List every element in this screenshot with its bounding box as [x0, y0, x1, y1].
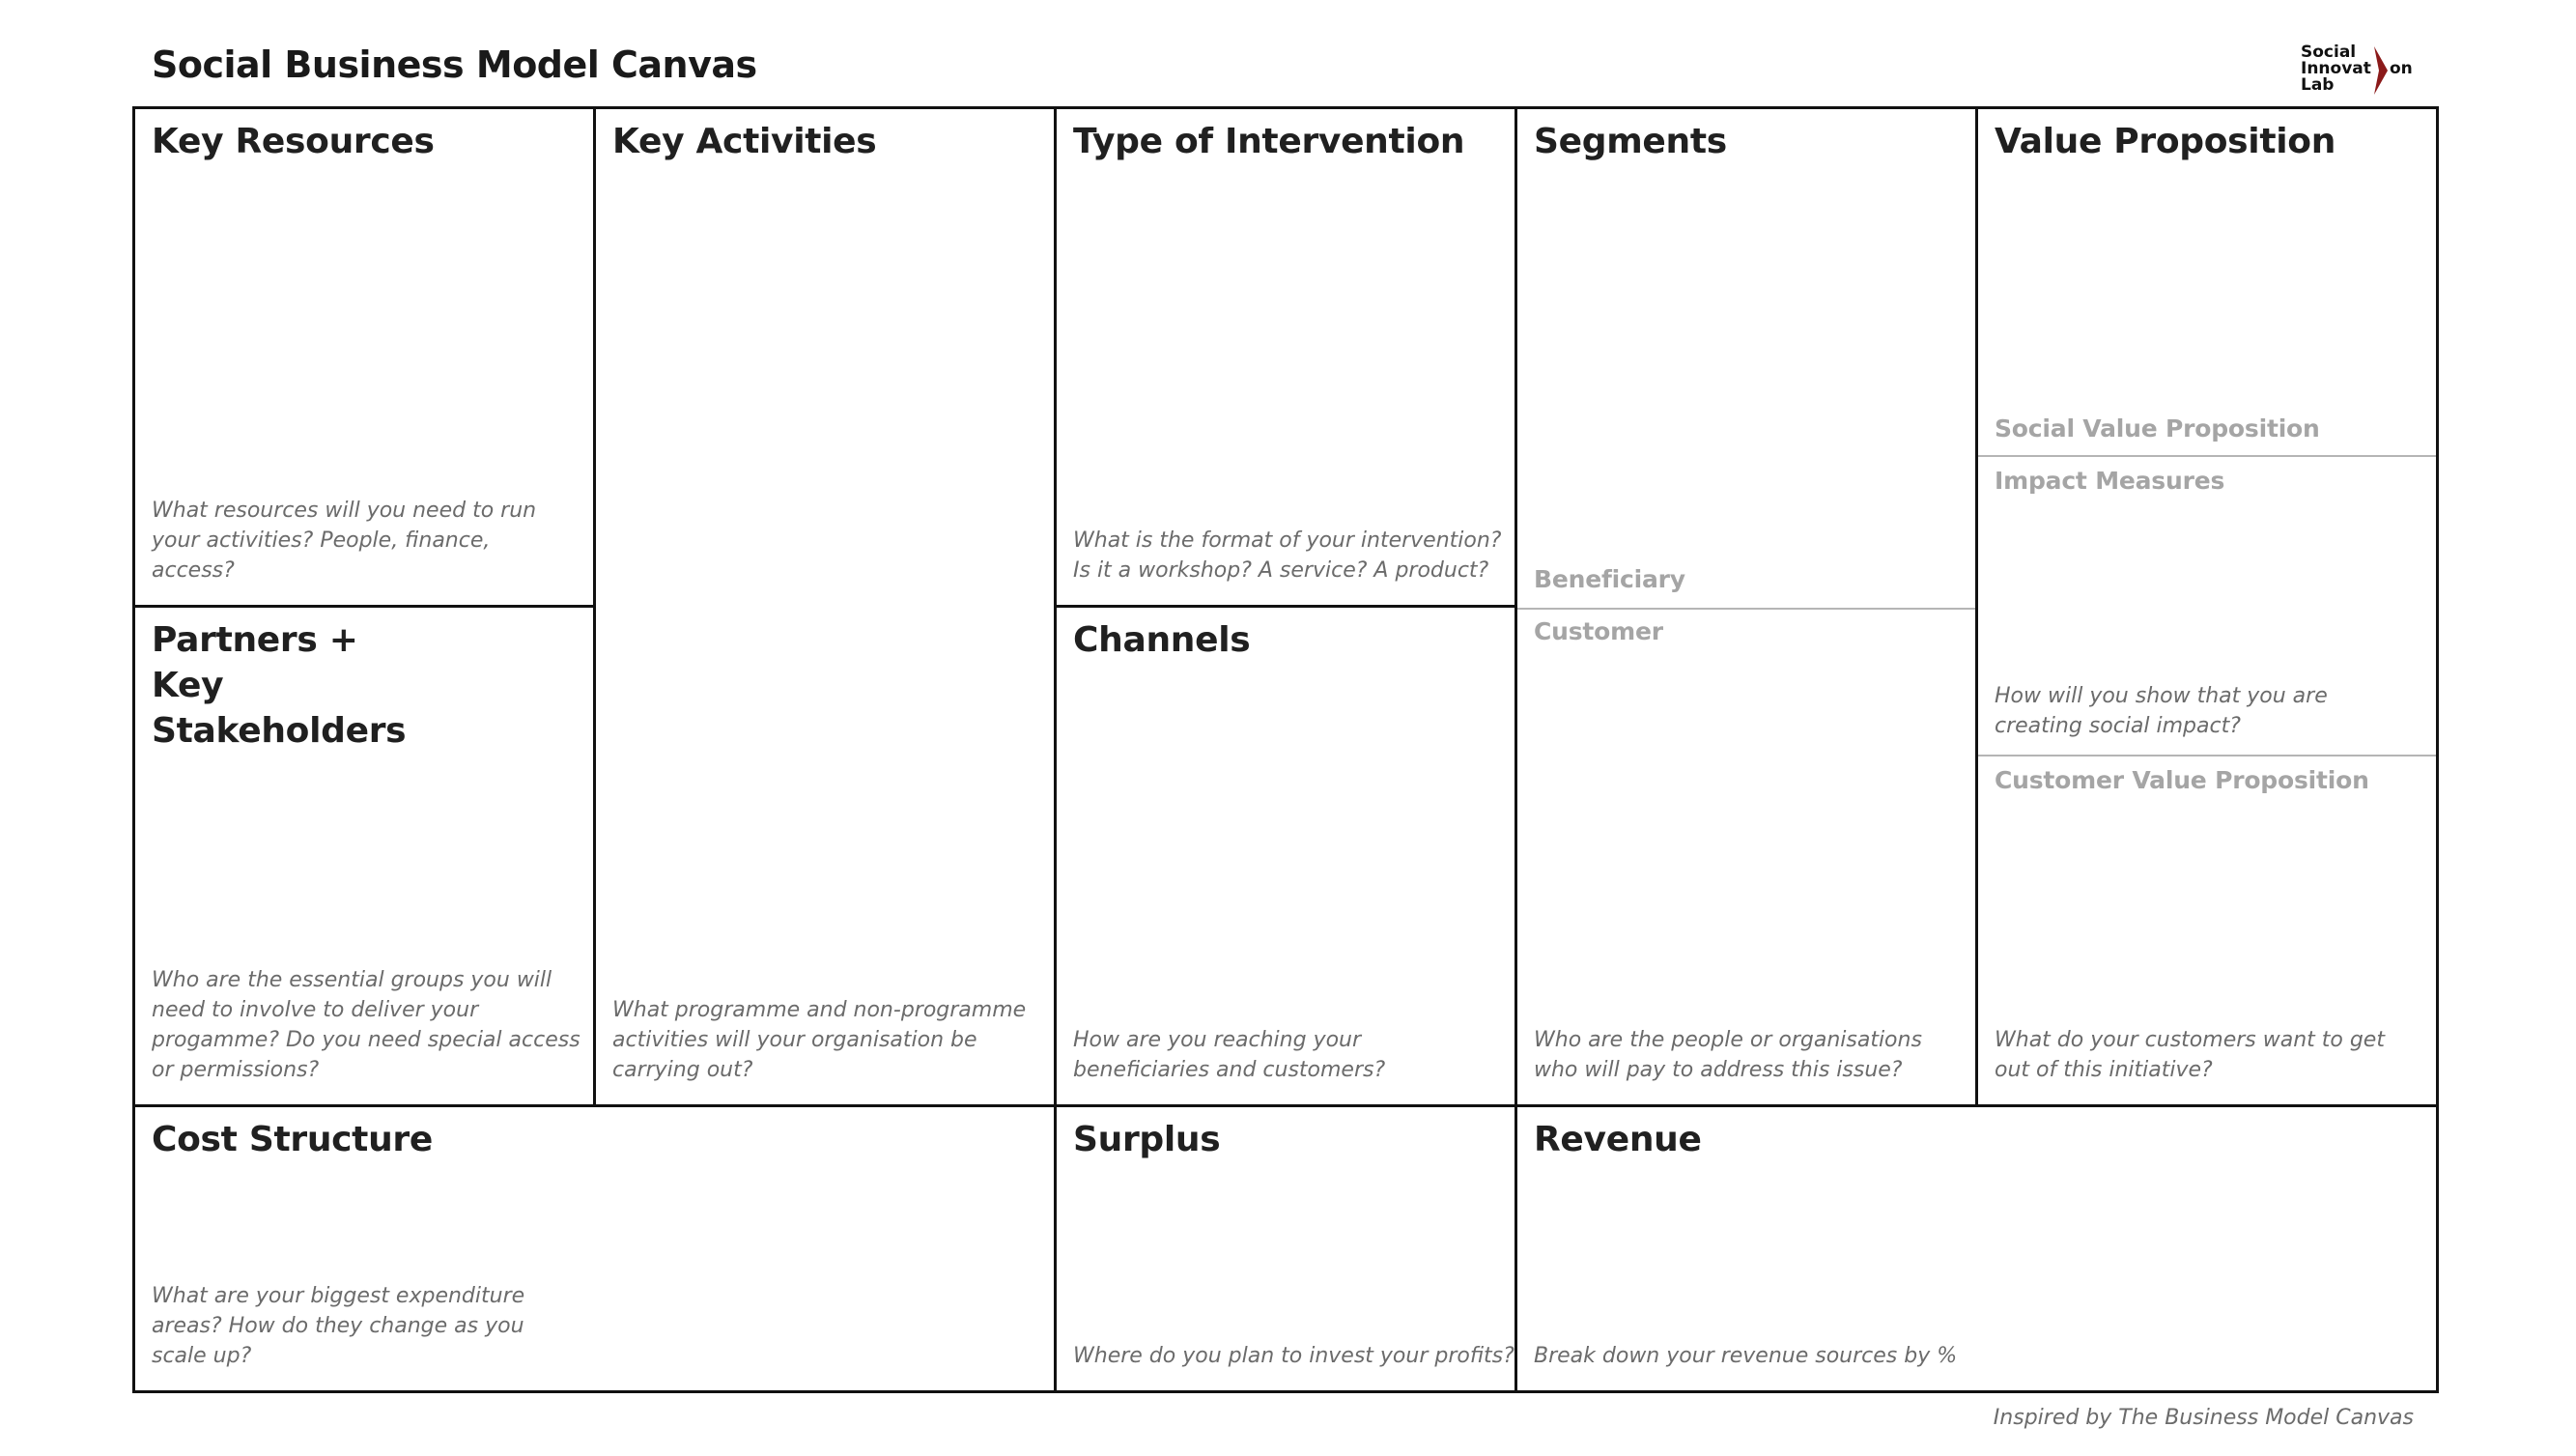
partners-cell[interactable] — [132, 605, 596, 1107]
business-model-canvas — [132, 106, 2439, 1393]
segments-cell[interactable] — [1514, 106, 1978, 1107]
key-activities-cell[interactable] — [593, 106, 1057, 1107]
logo-line-3: Lab — [2301, 75, 2335, 95]
intervention-cell[interactable] — [1054, 106, 1517, 608]
key-activities-question: What programme and non-programme activities will your organisation be carrying out? — [612, 998, 1027, 1082]
logo-line-1: Social — [2301, 43, 2357, 62]
logo-line-2b: on — [2390, 59, 2413, 78]
value-proposition-divider-1 — [1978, 455, 2436, 457]
customer-value-proposition-question: What do your customers want to get out of this initiative? — [1995, 1028, 2385, 1082]
revenue-question: Break down your revenue sources by % — [1534, 1344, 1958, 1368]
footer-credit: Inspired by The Business Model Canvas — [1993, 1406, 2414, 1430]
revenue-cell[interactable] — [1514, 1104, 2439, 1393]
value-proposition-divider-2 — [1978, 755, 2436, 757]
revenue-title: Revenue — [1534, 1120, 1702, 1159]
social-value-proposition-label: Social Value Proposition — [1995, 414, 2320, 443]
page-title: Social Business Model Canvas — [152, 43, 757, 86]
cost-structure-title: Cost Structure — [152, 1120, 433, 1159]
segments-title: Segments — [1534, 122, 1727, 161]
beneficiary-label: Beneficiary — [1534, 565, 1685, 593]
surplus-question: Where do you plan to invest your profits? — [1073, 1344, 1514, 1368]
partners-question: Who are the essential groups you will need to involve to deliver your progamme? Do you need special access or permissions? — [152, 968, 580, 1082]
segments-question: Who are the people or organisations who will pay to address this issue? — [1534, 1028, 1922, 1082]
impact-measures-question: How will you show that you are creating social impact? — [1995, 684, 2328, 738]
partners-title: Partners + Key Stakeholders — [152, 620, 407, 751]
key-resources-cell[interactable] — [132, 106, 596, 608]
surplus-cell[interactable] — [1054, 1104, 1517, 1393]
intervention-title: Type of Intervention — [1073, 122, 1465, 161]
social-innovation-lab-logo — [2301, 43, 2419, 100]
channels-title: Channels — [1073, 620, 1251, 660]
cost-structure-question: What are your biggest expenditure areas? How do they change as you scale up? — [152, 1284, 525, 1368]
key-resources-question: What resources will you need to run your activities? People, finance, access? — [152, 499, 537, 583]
channels-cell[interactable] — [1054, 605, 1517, 1107]
cost-structure-cell[interactable] — [132, 1104, 1057, 1393]
customer-label: Customer — [1534, 617, 1663, 645]
value-proposition-cell[interactable] — [1975, 106, 2439, 1107]
impact-measures-label: Impact Measures — [1995, 467, 2225, 495]
intervention-question: What is the format of your intervention? Is it a workshop? A service? A product? — [1073, 528, 1502, 583]
key-activities-title: Key Activities — [612, 122, 877, 161]
value-proposition-title: Value Proposition — [1995, 122, 2336, 161]
customer-value-proposition-label: Customer Value Proposition — [1995, 766, 2369, 794]
logo-line-2: Innovat — [2301, 59, 2371, 78]
surplus-title: Surplus — [1073, 1120, 1221, 1159]
key-resources-title: Key Resources — [152, 122, 435, 161]
segments-divider — [1517, 608, 1975, 610]
chevron-logo-icon — [2372, 44, 2390, 97]
channels-question: How are you reaching your beneficiaries and customers? — [1073, 1028, 1386, 1082]
